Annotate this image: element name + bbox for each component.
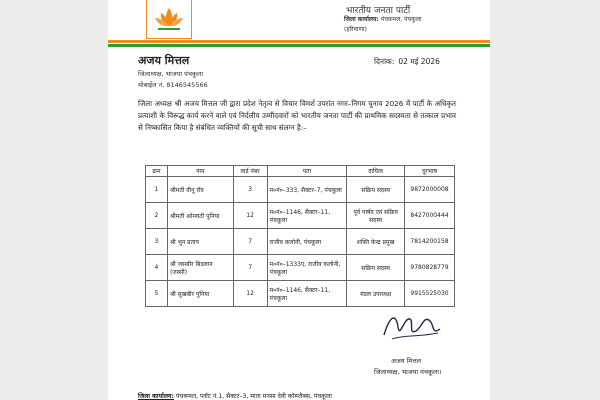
cell-ward: 12 [233, 203, 267, 229]
col-header-role: दायित्व [347, 166, 405, 177]
office-address [344, 15, 422, 23]
cell-role: सक्रिय सदस्य [347, 177, 405, 203]
cell-role: पूर्व पार्षद एवं सक्रिय सदस्य [347, 203, 405, 229]
table-header-row [146, 166, 455, 177]
cell-ward: 3 [233, 177, 267, 203]
sender-name: अजय मित्तल [138, 54, 190, 67]
party-name: भारतीय जनता पार्टी [346, 6, 411, 16]
footer-address [138, 391, 478, 400]
lotus-icon [153, 4, 185, 34]
date-label: दिनांक: [374, 57, 395, 66]
cell-role: सक्रिय सदस्य [347, 255, 405, 281]
cell-serial: 3 [146, 229, 168, 255]
col-header-name: नाम [167, 166, 233, 177]
party-logo [146, 0, 192, 39]
cell-ward: 7 [233, 255, 267, 281]
col-header-phone: दूरभाष [405, 166, 455, 177]
letterhead [108, 0, 490, 48]
footer-text: पंचकमल, प्लॉट नं.1, सैक्टर–3, माता मनसा देवी कॉम्प्लैक्स, पंचकूला [175, 393, 332, 400]
cell-serial: 5 [146, 281, 168, 307]
cell-ward: 7 [233, 229, 267, 255]
cell-phone: 9872000008 [405, 177, 455, 203]
cell-address: म०नं०–333, सैक्टर–7, पंचकूला [267, 177, 347, 203]
signatory-name: अजय मित्तल [391, 357, 422, 365]
cell-phone: 7814200158 [405, 229, 455, 255]
green-stripe [108, 44, 490, 47]
table-row [146, 281, 455, 307]
cell-name: श्री जसबीर बिडलान (जस्सी) [167, 255, 233, 281]
sender-mobile: मोबाईल नं. 8146545566 [138, 81, 208, 89]
table-row [146, 229, 455, 255]
cell-serial: 2 [146, 203, 168, 229]
cell-phone: 9780828779 [405, 255, 455, 281]
footer-label: जिला कार्यालय: [138, 393, 174, 400]
cell-name: श्रीमती वीनू रॉव [167, 177, 233, 203]
office-label: जिला कार्यालय: [344, 16, 379, 23]
signatory-designation: जिलाध्यक्ष, भाजपा पंचकूला। [374, 368, 442, 376]
cell-name: श्री भुन प्रताप [167, 229, 233, 255]
cell-address: म०नं०–1146, सैक्टर–11, पंचकूला [267, 281, 347, 307]
col-header-ward: वार्ड नंबर [233, 166, 267, 177]
cell-role: मंडल उपाध्यक्ष [347, 281, 405, 307]
cell-address: म०नं०–1333ए, राजीव कलोनी, पंचकूला [267, 255, 347, 281]
cell-address: म०नं०–1146, सैक्टर–11, पंचकूला [267, 203, 347, 229]
cell-phone: 9915525030 [405, 281, 455, 307]
table-row [146, 177, 455, 203]
letter-date [374, 57, 440, 67]
letter-page [108, 0, 490, 400]
letter-body: जिला अध्यक्ष श्री अजय मित्तल जी द्वारा प्रदेश नेतृत्व से विचार विमर्श उपरांत नगर–निगम चुनाव 2026 में पार्टी के अधिकृत प्रत्याशी के विरूद्ध कार्य करने वाले एवं निर्दलीय उम्मीदवारों को भारतीय जनता पार्टी की प्राथमिक सदस्यता से तत्काल प्रभाव से निष्कासित किया है संबंधित व्यक्तियों की सूची साथ संलग्न है:– [138, 99, 456, 132]
cell-phone: 8427000444 [405, 203, 455, 229]
cell-ward: 12 [233, 281, 267, 307]
table-row [146, 203, 455, 229]
sender-designation: जिलाध्यक्ष, भाजपा पंचकुला [138, 70, 204, 78]
expelled-members-table [145, 165, 455, 307]
col-header-serial: क्रम [146, 166, 168, 177]
state-name: (हरियाणा) [344, 26, 367, 33]
cell-role: शक्ति केन्द्र प्रमुख [347, 229, 405, 255]
cell-name: श्रीमती ओमवती पुनिया [167, 203, 233, 229]
table-row [146, 255, 455, 281]
cell-address: राजीव कलोनी, पंचकूला [267, 229, 347, 255]
cell-serial: 1 [146, 177, 168, 203]
office-value: पंचकमल, पंचकुला [380, 16, 422, 23]
col-header-address: पता [267, 166, 347, 177]
cell-name: श्री सुखबीर पुनिया [167, 281, 233, 307]
cell-serial: 4 [146, 255, 168, 281]
date-value: 02 मई 2026 [398, 57, 440, 66]
handwritten-signature [378, 305, 448, 347]
